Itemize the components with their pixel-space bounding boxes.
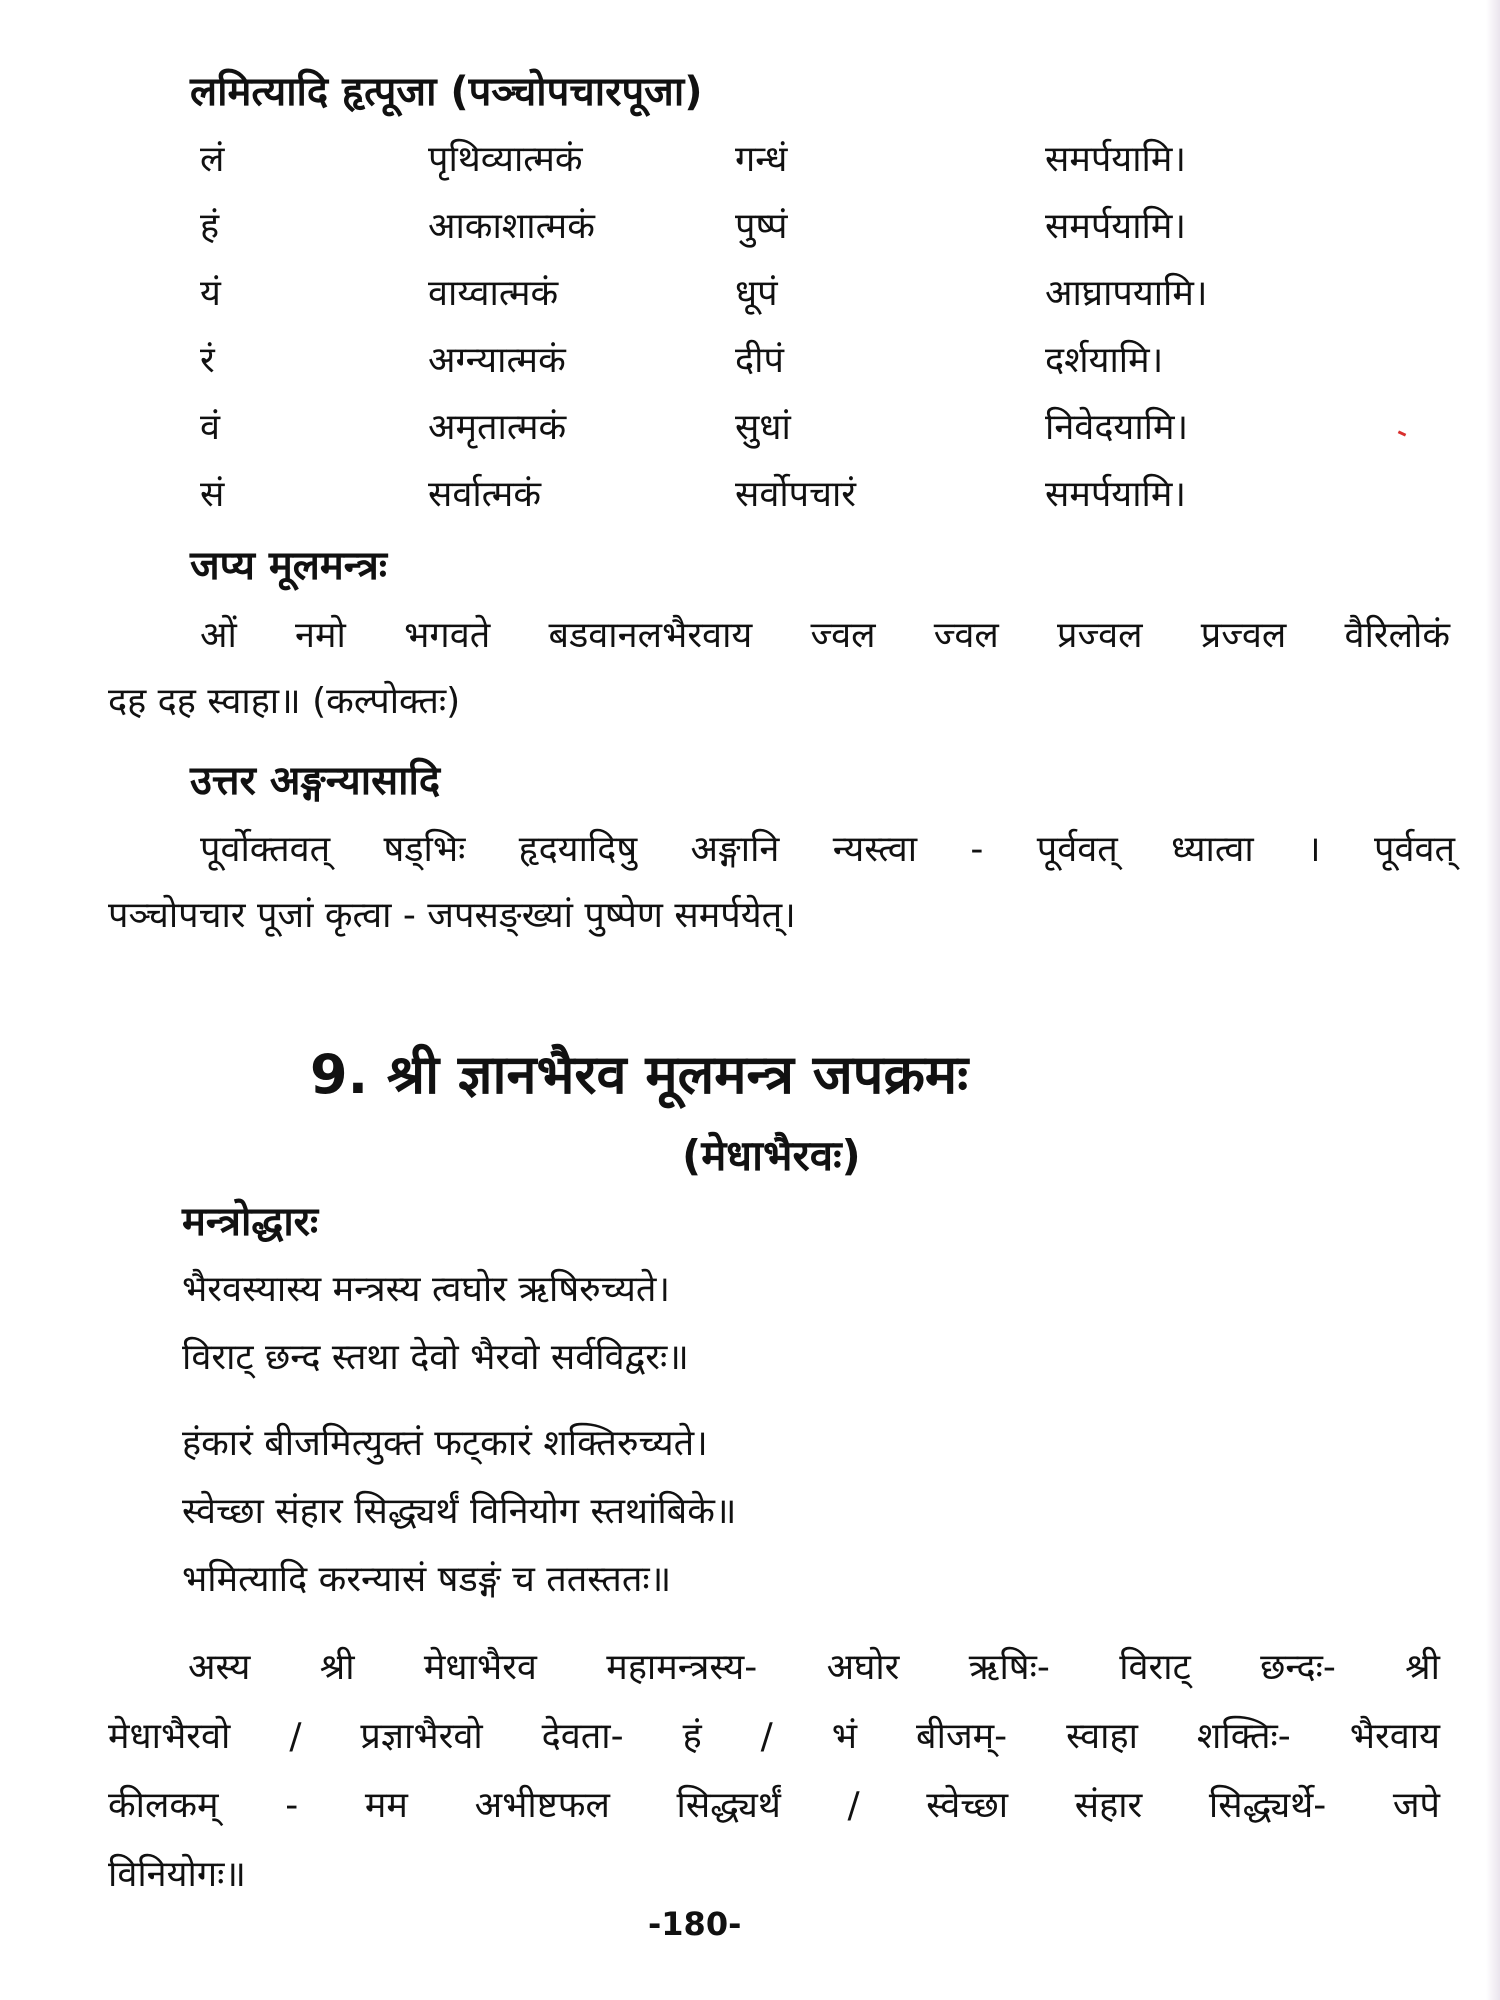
mantra-line: दह दह स्वाहा॥ (कल्पोक्तः) bbox=[108, 681, 461, 722]
paragraph-line: पञ्चोपचार पूजां कृत्वा - जपसङ्ख्यां पुष्पेण समर्पयेत्। bbox=[108, 895, 796, 936]
paragraph-line: पूर्वोक्तवत् षड्भिः हृदयादिषु अङ्गानि न्यस्त्वा - पूर्ववत् ध्यात्वा । पूर्ववत् bbox=[200, 829, 1455, 870]
table-cell-tattva: अमृतात्मकं bbox=[428, 407, 567, 448]
mantra-line: ओं नमो भगवते बडवानलभैरवाय ज्वल ज्वल प्रज्वल प्रज्वल वैरिलोकं bbox=[200, 615, 1450, 656]
heading-uttara-anganyasa: उत्तर अङ्गन्यासादि bbox=[190, 758, 441, 804]
heading-panchopachara-puja: लमित्यादि हृत्पूजा (पञ्चोपचारपूजा) bbox=[190, 69, 703, 115]
table-cell-item: पुष्पं bbox=[735, 206, 788, 247]
heading-japya-mulamantra: जप्य मूलमन्त्रः bbox=[190, 543, 387, 589]
table-cell-item: दीपं bbox=[735, 340, 784, 381]
verse-line: स्वेच्छा संहार सिद्ध्यर्थं विनियोग स्तथांबिके॥ bbox=[182, 1491, 737, 1532]
verse-line: भैरवस्यास्य मन्त्रस्य त्वघोर ऋषिरुच्यते। bbox=[182, 1269, 671, 1310]
table-cell-action: समर्पयामि। bbox=[1045, 474, 1187, 515]
ink-speck bbox=[1398, 430, 1407, 436]
page-number: -180- bbox=[648, 1905, 742, 1943]
table-cell-bija: लं bbox=[200, 139, 225, 180]
table-cell-item: धूपं bbox=[735, 273, 778, 314]
table-cell-tattva: आकाशात्मकं bbox=[428, 206, 595, 247]
table-cell-bija: हं bbox=[200, 206, 220, 247]
table-cell-item: गन्धं bbox=[735, 139, 788, 180]
chapter-title: 9. श्री ज्ञानभैरव मूलमन्त्र जपक्रमः bbox=[310, 1043, 969, 1106]
table-cell-bija: यं bbox=[200, 273, 221, 314]
table-cell-action: आघ्रापयामि। bbox=[1045, 273, 1208, 314]
table-cell-item: सुधां bbox=[735, 407, 791, 448]
table-cell-tattva: वाय्वात्मकं bbox=[428, 273, 559, 314]
table-cell-action: समर्पयामि। bbox=[1045, 139, 1187, 180]
table-cell-item: सर्वोपचारं bbox=[735, 474, 857, 515]
heading-mantroddhara: मन्त्रोद्धारः bbox=[182, 1199, 319, 1245]
table-cell-tattva: पृथिव्यात्मकं bbox=[428, 139, 583, 180]
verse-line: भमित्यादि करन्यासं षडङ्गं च ततस्ततः॥ bbox=[182, 1559, 672, 1600]
table-cell-action: समर्पयामि। bbox=[1045, 206, 1187, 247]
table-cell-tattva: सर्वात्मकं bbox=[428, 474, 541, 515]
table-cell-tattva: अग्न्यात्मकं bbox=[428, 340, 566, 381]
table-cell-bija: रं bbox=[200, 340, 215, 381]
verse-line: हंकारं बीजमित्युक्तं फट्कारं शक्तिरुच्यते। bbox=[182, 1423, 708, 1464]
table-cell-bija: वं bbox=[200, 407, 221, 448]
page-edge-shadow bbox=[1486, 0, 1500, 2000]
table-cell-bija: सं bbox=[200, 474, 225, 515]
viniyoga-line: अस्य श्री मेधाभैरव महामन्त्रस्य- अघोर ऋषिः- विराट् छन्दः- श्री bbox=[188, 1647, 1440, 1688]
viniyoga-line: कीलकम् - मम अभीष्टफल सिद्ध्यर्थं / स्वेच्छा संहार सिद्ध्यर्थे- जपे bbox=[108, 1785, 1440, 1826]
verse-line: विराट् छन्द स्तथा देवो भैरवो सर्वविद्वरः॥ bbox=[182, 1337, 689, 1378]
table-cell-action: दर्शयामि। bbox=[1045, 340, 1164, 381]
table-cell-action: निवेदयामि। bbox=[1045, 407, 1189, 448]
viniyoga-line: मेधाभैरवो / प्रज्ञाभैरवो देवता- हं / भं बीजम्- स्वाहा शक्तिः- भैरवाय bbox=[108, 1716, 1440, 1757]
viniyoga-line: विनियोगः॥ bbox=[108, 1854, 246, 1895]
chapter-subtitle: (मेधाभैरवः) bbox=[682, 1131, 861, 1180]
